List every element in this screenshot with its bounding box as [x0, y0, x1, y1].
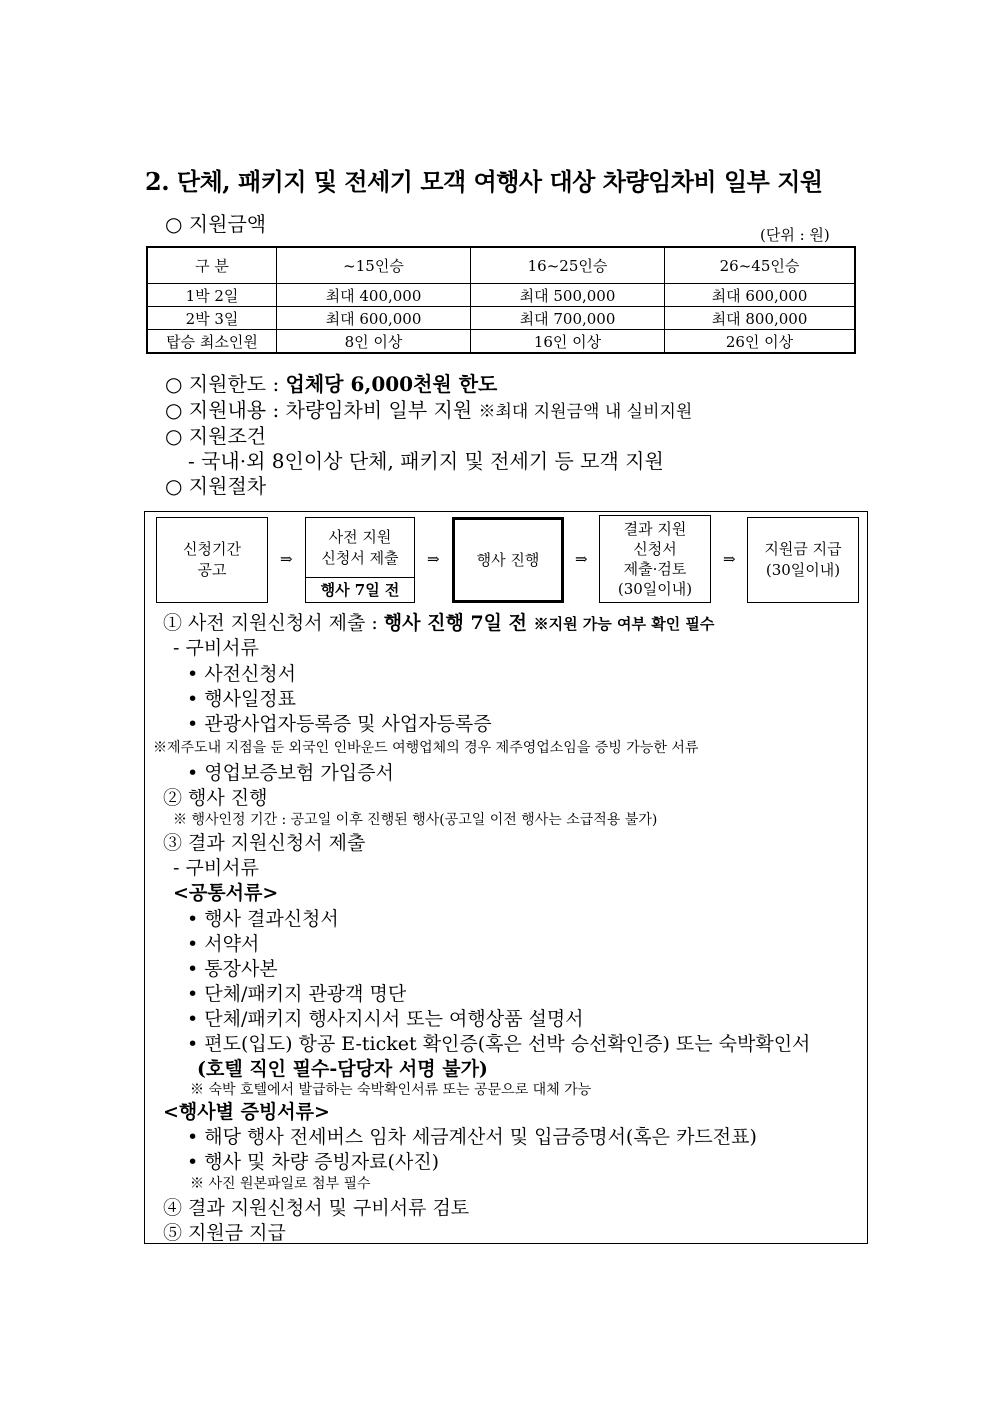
event-docs-label: <행사별 증빙서류> — [163, 1101, 330, 1123]
list-item: • 단체/패키지 행사지시서 또는 여행상품 설명서 — [187, 1008, 584, 1030]
step-4: ④ 결과 지원신청서 및 구비서류 검토 — [163, 1197, 470, 1219]
arrow-icon: ⇒ — [575, 550, 588, 568]
jeju-note: ※제주도내 지점을 둔 외국인 인바운드 여행업체의 경우 제주영업소임을 증빙 가능한 서류 — [153, 740, 699, 756]
flow-step-event — [452, 517, 564, 603]
table-header: ~15인승 — [277, 247, 471, 284]
list-item: • 서약서 — [187, 933, 260, 955]
limit-value: 업체당 6,000천원 한도 — [285, 372, 498, 396]
flow-step-text: 신청기간 — [183, 540, 241, 558]
flow-step-pre-application — [305, 517, 415, 603]
amount-heading: ○ 지원금액 — [165, 212, 267, 236]
step-3: ③ 결과 지원신청서 제출 — [163, 832, 366, 854]
table-cell: 8인 이상 — [277, 330, 471, 354]
amount-table — [146, 246, 856, 354]
table-cell: 16인 이상 — [471, 330, 665, 354]
flow-step-footer: 행사 7일 전 — [306, 577, 414, 602]
content-label: ○ 지원내용 : 차량임차비 일부 지원 — [165, 398, 479, 422]
arrow-icon: ⇒ — [427, 550, 440, 568]
section-title: 2. 단체, 패키지 및 전세기 모객 여행사 대상 차량임차비 일부 지원 — [145, 167, 823, 196]
photo-note: ※ 사진 원본파일로 첨부 필수 — [190, 1176, 371, 1192]
list-item: • 행사 결과신청서 — [187, 908, 339, 930]
table-row — [147, 284, 855, 307]
table-cell: 최대 600,000 — [277, 307, 471, 330]
flow-step-text: 행사 진행 — [476, 550, 540, 569]
table-cell: 최대 600,000 — [665, 284, 856, 307]
flow-step-text: 공고 — [197, 561, 227, 579]
table-cell: 최대 700,000 — [471, 307, 665, 330]
list-item: • 영업보증보험 가입증서 — [187, 762, 394, 784]
list-item: • 편도(입도) 항공 E-ticket 확인증(혹은 선박 승선확인증) 또는 숙박확인서 — [187, 1033, 811, 1055]
flow-step-payment — [747, 517, 859, 603]
hotel-requirement: (호텔 직인 필수-담당자 서명 불가) — [197, 1058, 488, 1080]
flow-step-text: (30일이내) — [617, 580, 693, 598]
hotel-note: ※ 숙박 호텔에서 발급하는 숙박확인서류 또는 공문으로 대체 가능 — [190, 1082, 592, 1098]
table-cell: 26인 이상 — [665, 330, 856, 354]
flow-step-result-application — [599, 515, 711, 603]
content-note: ※최대 지원금액 내 실비지원 — [478, 402, 693, 422]
flow-step-text: 신청서 — [633, 540, 677, 558]
condition-heading: ○ 지원조건 — [165, 424, 267, 448]
flow-step-text: 신청서 제출 — [321, 548, 399, 567]
table-header: 26~45인승 — [665, 247, 856, 284]
table-row — [147, 330, 855, 354]
step-2-note: ※ 행사인정 기간 : 공고일 이후 진행된 행사(공고일 이전 행사는 소급적용 불가) — [173, 812, 658, 828]
step-1 — [163, 608, 714, 635]
step-1-docs-label: - 구비서류 — [173, 637, 259, 659]
step-2: ② 행사 진행 — [163, 787, 268, 809]
arrow-icon: ⇒ — [723, 550, 736, 568]
table-row — [147, 307, 855, 330]
list-item: • 관광사업자등록증 및 사업자등록증 — [187, 713, 492, 735]
table-cell: 탑승 최소인원 — [147, 330, 277, 354]
step-3-docs-label: - 구비서류 — [173, 857, 259, 879]
list-item: • 해당 행사 전세버스 임차 세금계산서 및 입금증명서(혹은 카드전표) — [187, 1126, 757, 1148]
step-5: ⑤ 지원금 지급 — [163, 1222, 286, 1244]
step-1-label: ① 사전 지원신청서 제출 : — [163, 612, 384, 634]
procedure-box — [144, 511, 868, 1244]
table-header: 16~25인승 — [471, 247, 665, 284]
unit-label: (단위 : 원) — [760, 226, 830, 244]
step-1-note: ※지원 가능 여부 확인 필수 — [533, 615, 715, 633]
list-item: • 통장사본 — [187, 958, 278, 980]
table-cell: 2박 3일 — [147, 307, 277, 330]
support-content — [165, 394, 692, 423]
flow-step-text: (30일이내) — [765, 561, 841, 579]
support-limit — [165, 368, 497, 397]
flow-step-text: 결과 지원 — [623, 520, 687, 538]
flow-step-announce — [156, 517, 268, 603]
list-item: • 행사 및 차량 증빙자료(사진) — [187, 1151, 440, 1173]
flow-step-text: 지원금 지급 — [764, 540, 842, 558]
table-cell: 최대 500,000 — [471, 284, 665, 307]
step-1-deadline: 행사 진행 7일 전 — [383, 612, 534, 634]
table-header-row — [147, 247, 855, 284]
condition-detail: - 국내·외 8인이상 단체, 패키지 및 전세기 등 모객 지원 — [188, 449, 664, 473]
flow-step-text: 제출·검토 — [623, 560, 687, 578]
table-header: 구 분 — [147, 247, 277, 284]
flow-step-text: 사전 지원 — [328, 527, 392, 546]
table-cell: 1박 2일 — [147, 284, 277, 307]
list-item: • 단체/패키지 관광객 명단 — [187, 983, 407, 1005]
table-cell: 최대 800,000 — [665, 307, 856, 330]
arrow-icon: ⇒ — [280, 550, 293, 568]
list-item: • 사전신청서 — [187, 663, 297, 685]
common-docs-label: <공통서류> — [173, 882, 279, 904]
table-cell: 최대 400,000 — [277, 284, 471, 307]
list-item: • 행사일정표 — [187, 688, 297, 710]
limit-label: ○ 지원한도 : — [165, 372, 286, 396]
procedure-heading: ○ 지원절차 — [165, 474, 267, 498]
